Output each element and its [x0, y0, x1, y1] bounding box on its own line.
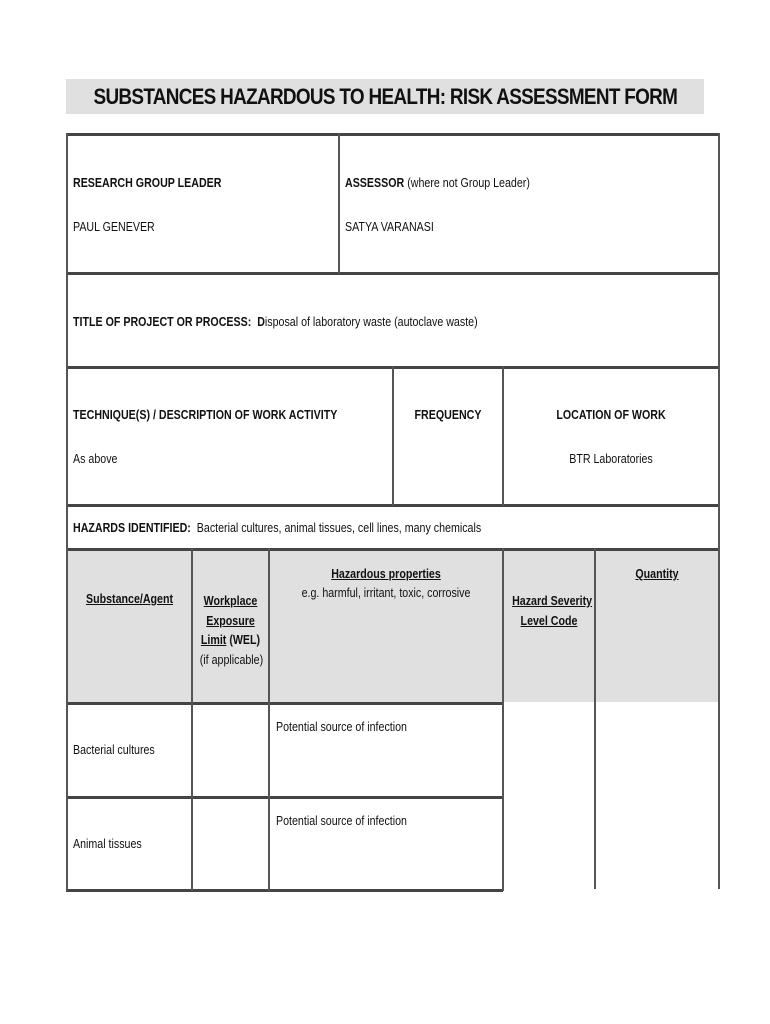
technique-label: TECHNIQUE(S) / DESCRIPTION OF WORK ACTIVITY	[73, 407, 338, 422]
col-header-hazardous-properties-example: e.g. harmful, irritant, toxic, corrosive	[301, 585, 471, 600]
location-value: BTR Laboratories	[569, 451, 653, 466]
row-2-substance: Animal tissues	[73, 836, 142, 851]
assessor-heading	[345, 175, 530, 191]
severity-line-2: Level Code	[520, 612, 578, 628]
row-1-properties: Potential source of infection	[276, 719, 407, 734]
wel-line-2: Exposure	[206, 612, 255, 628]
wel-line-3	[200, 630, 262, 650]
project-value-first: D	[257, 314, 265, 329]
divider-table-header	[66, 702, 503, 705]
table-top-border	[66, 133, 720, 136]
divider-row-1	[66, 796, 503, 799]
divider-leader-assessor	[338, 133, 340, 274]
hazards-value: Bacterial cultures, animal tissues, cell lines, many chemicals	[196, 520, 482, 535]
wel-abbrev-label: (WEL)	[226, 632, 261, 647]
divider-technique-frequency	[392, 366, 394, 506]
row-1-substance: Bacterial cultures	[73, 742, 155, 757]
severity-line-1: Hazard Severity	[512, 593, 593, 608]
hazards-label: HAZARDS IDENTIFIED:	[73, 520, 191, 535]
wel-line-1: Workplace	[203, 593, 258, 608]
col-header-substance: Substance/Agent	[85, 591, 174, 606]
divider-frequency-location	[502, 366, 504, 506]
col-header-wel	[200, 591, 262, 669]
frequency-label: FREQUENCY	[414, 407, 482, 422]
wel-limit-label: Limit	[200, 632, 227, 647]
header-cell-substance	[68, 551, 191, 702]
col-header-severity	[512, 591, 593, 630]
research-group-leader-label: RESEARCH GROUP LEADER	[73, 175, 222, 190]
table-left-border	[66, 133, 68, 891]
wel-line-4: (if applicable)	[199, 651, 264, 667]
hazards-line	[73, 520, 481, 536]
row-2-properties: Potential source of infection	[276, 813, 407, 828]
divider-row-2	[66, 889, 503, 892]
assessor-label: ASSESSOR	[345, 175, 405, 190]
assessor-note: (where not Group Leader)	[407, 175, 530, 190]
form-title: SUBSTANCES HAZARDOUS TO HEALTH: RISK ASSESSMENT FORM	[93, 83, 677, 109]
table-right-border	[718, 133, 720, 889]
project-label: TITLE OF PROJECT OR PROCESS:	[73, 314, 252, 329]
col-header-hazardous-properties: Hazardous properties	[331, 566, 441, 581]
col-header-quantity: Quantity	[635, 566, 679, 581]
project-value: isposal of laboratory waste (autoclave waste)	[264, 314, 478, 329]
location-label: LOCATION OF WORK	[556, 407, 666, 422]
divider-header-project	[66, 272, 720, 275]
form-title-bar	[66, 79, 704, 114]
technique-value: As above	[73, 451, 118, 466]
project-title-line	[73, 314, 478, 330]
research-group-leader-value: PAUL GENEVER	[73, 219, 155, 234]
assessor-value: SATYA VARANASI	[345, 219, 434, 234]
